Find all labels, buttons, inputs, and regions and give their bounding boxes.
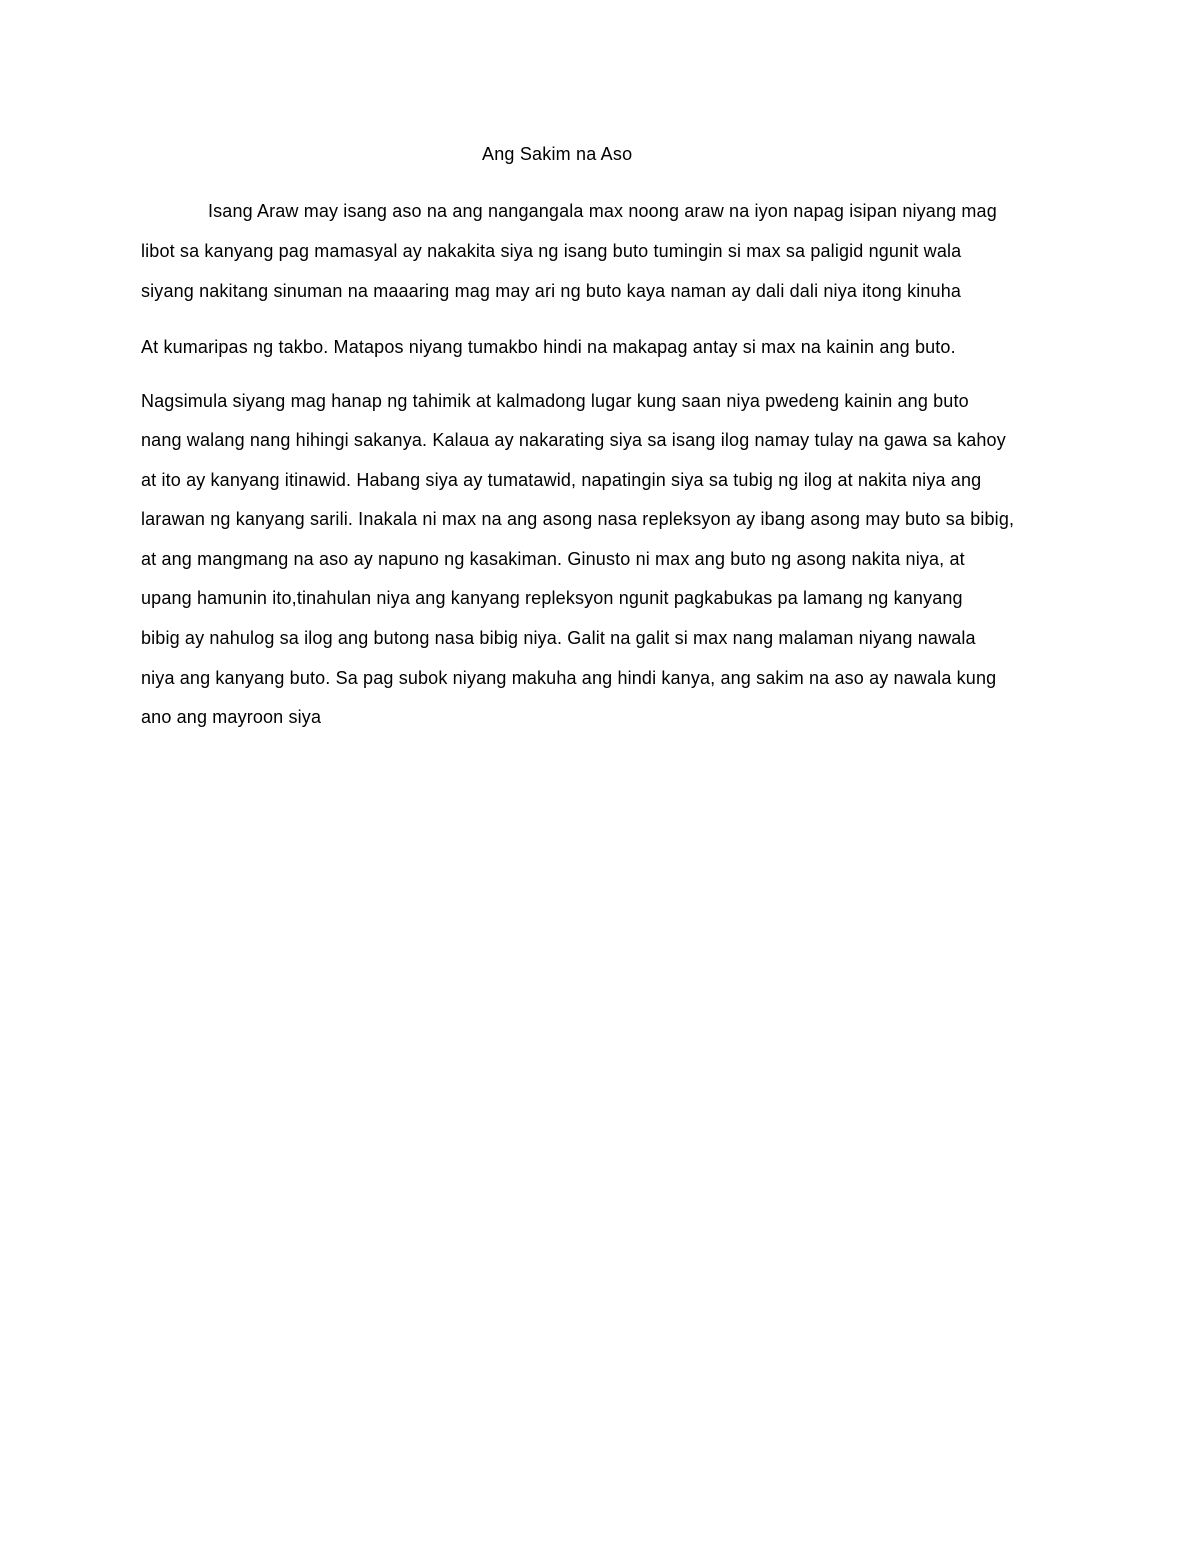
- paragraph-3-line: upang hamunin ito,tinahulan niya ang kanyang repleksyon ngunit pagkabukas pa lamang ng kanyang: [141, 588, 963, 608]
- paragraph-3-line: at ang mangmang na aso ay napuno ng kasakiman. Ginusto ni max ang buto ng asong nakita niya, at: [141, 549, 965, 569]
- paragraph-1-line: Isang Araw may isang aso na ang nangangala max noong araw na iyon napag isipan niyang mag: [208, 201, 997, 221]
- paragraph-3-line: ano ang mayroon siya: [141, 707, 322, 727]
- paragraph-1-line: siyang nakitang sinuman na maaaring mag may ari ng buto kaya naman ay dali dali niya itong kinuha: [141, 281, 962, 301]
- paragraph-2-line: At kumaripas ng takbo. Matapos niyang tumakbo hindi na makapag antay si max na kainin ang buto.: [141, 337, 956, 357]
- paragraph-3-line: Nagsimula siyang mag hanap ng tahimik at kalmadong lugar kung saan niya pwedeng kainin ang buto: [141, 391, 969, 411]
- paragraph-3-line: niya ang kanyang buto. Sa pag subok niyang makuha ang hindi kanya, ang sakim na aso ay nawala kung: [141, 668, 997, 688]
- paragraph-1-line: libot sa kanyang pag mamasyal ay nakakita siya ng isang buto tumingin si max sa paligid ngunit wala: [141, 241, 962, 261]
- paragraph-3-line: bibig ay nahulog sa ilog ang butong nasa bibig niya. Galit na galit si max nang malaman niyang nawala: [141, 628, 976, 648]
- paragraph-3-line: larawan ng kanyang sarili. Inakala ni max na ang asong nasa repleksyon ay ibang asong may buto sa bibig,: [141, 509, 1015, 529]
- paragraph-3-line: at ito ay kanyang itinawid. Habang siya ay tumatawid, napatingin siya sa tubig ng ilog at nakita niya ang: [141, 470, 982, 490]
- document-title: Ang Sakim na Aso: [482, 144, 633, 164]
- paragraph-3-line: nang walang nang hihingi sakanya. Kalaua ay nakarating siya sa isang ilog namay tulay na gawa sa kahoy: [141, 430, 1006, 450]
